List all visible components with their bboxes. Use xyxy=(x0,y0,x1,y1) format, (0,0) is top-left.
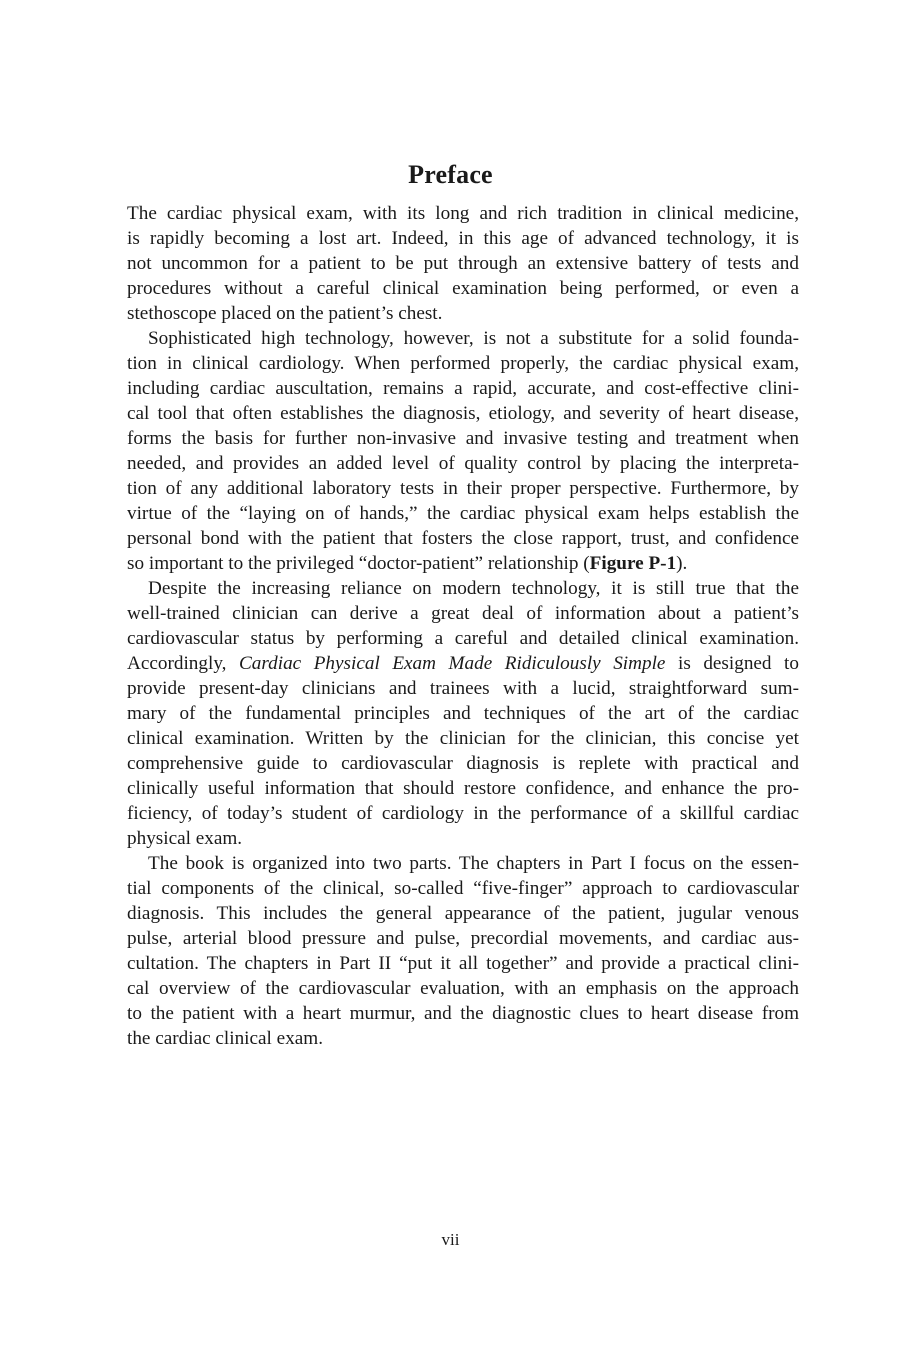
text-line: is rapidly becoming a lost art. Indeed, in this age of advanced technology, it is xyxy=(127,228,799,249)
text-line: personal bond with the patient that fosters the close rapport, trust, and confidence xyxy=(127,528,799,549)
text-line xyxy=(127,651,799,676)
text-line: cardiovascular status by performing a careful and detailed clinical examination. xyxy=(127,628,799,649)
text-line: cal tool that often establishes the diagnosis, etiology, and severity of heart disease, xyxy=(127,403,799,424)
text-line: ficiency, of today’s student of cardiology in the performance of a skillful cardiac xyxy=(127,803,799,824)
text-line: clinically useful information that should restore confidence, and enhance the pro- xyxy=(127,778,799,799)
paragraph-3 xyxy=(127,576,799,851)
text-line: forms the basis for further non-invasive and invasive testing and treatment when xyxy=(127,428,799,449)
text-line: tial components of the clinical, so-called “five-finger” approach to cardiovascular xyxy=(127,878,799,899)
text-line: tion of any additional laboratory tests in their proper perspective. Furthermore, by xyxy=(127,478,799,499)
text-line: provide present-day clinicians and trainees with a lucid, straightforward sum- xyxy=(127,678,799,699)
text-line: Sophisticated high technology, however, is not a substitute for a solid founda- xyxy=(148,328,799,349)
text-line: procedures without a careful clinical examination being performed, or even a xyxy=(127,278,799,299)
text-span: ). xyxy=(676,553,688,574)
page-title: Preface xyxy=(408,160,493,190)
text-line: comprehensive guide to cardiovascular diagnosis is replete with practical and xyxy=(127,753,799,774)
text-line: The book is organized into two parts. The chapters in Part I focus on the essen- xyxy=(148,853,799,874)
text-line: including cardiac auscultation, remains a rapid, accurate, and cost-effective clini- xyxy=(127,378,799,399)
paragraph-1 xyxy=(127,201,799,326)
text-line: clinical examination. Written by the clinician for the clinician, this concise yet xyxy=(127,728,799,749)
text-line: mary of the fundamental principles and techniques of the art of the cardiac xyxy=(127,703,799,724)
text-line: The cardiac physical exam, with its long and rich tradition in clinical medicine, xyxy=(127,203,799,224)
text-span: is designed to xyxy=(665,653,799,674)
paragraph-2 xyxy=(127,326,799,576)
text-line: needed, and provides an added level of quality control by placing the interpreta- xyxy=(127,453,799,474)
text-line: to the patient with a heart murmur, and the diagnostic clues to heart disease from xyxy=(127,1003,799,1024)
book-title: Cardiac Physical Exam Made Ridiculously Simple xyxy=(239,653,666,674)
text-line: physical exam. xyxy=(127,828,243,849)
text-line xyxy=(127,551,799,576)
text-line: virtue of the “laying on of hands,” the cardiac physical exam helps establish the xyxy=(127,503,799,524)
preface-body xyxy=(127,201,799,1051)
text-span: so important to the privileged “doctor-patient” relationship ( xyxy=(127,553,590,574)
text-line: well-trained clinician can derive a great deal of information about a patient’s xyxy=(127,603,799,624)
page-number: vii xyxy=(441,1230,460,1249)
text-line: the cardiac clinical exam. xyxy=(127,1028,324,1049)
figure-reference[interactable]: Figure P-1 xyxy=(589,553,677,574)
text-line: cal overview of the cardiovascular evaluation, with an emphasis on the approach xyxy=(127,978,799,999)
paragraph-4 xyxy=(127,851,799,1051)
text-line: Despite the increasing reliance on modern technology, it is still true that the xyxy=(148,578,799,599)
text-line: stethoscope placed on the patient’s chest. xyxy=(127,303,443,324)
text-span: Accordingly, xyxy=(127,653,239,674)
text-line: cultation. The chapters in Part II “put it all together” and provide a practical clini- xyxy=(127,953,799,974)
text-line: diagnosis. This includes the general appearance of the patient, jugular venous xyxy=(127,903,799,924)
text-line: not uncommon for a patient to be put through an extensive battery of tests and xyxy=(127,253,799,274)
text-line: tion in clinical cardiology. When performed properly, the cardiac physical exam, xyxy=(127,353,799,374)
text-line: pulse, arterial blood pressure and pulse, precordial movements, and cardiac aus- xyxy=(127,928,799,949)
